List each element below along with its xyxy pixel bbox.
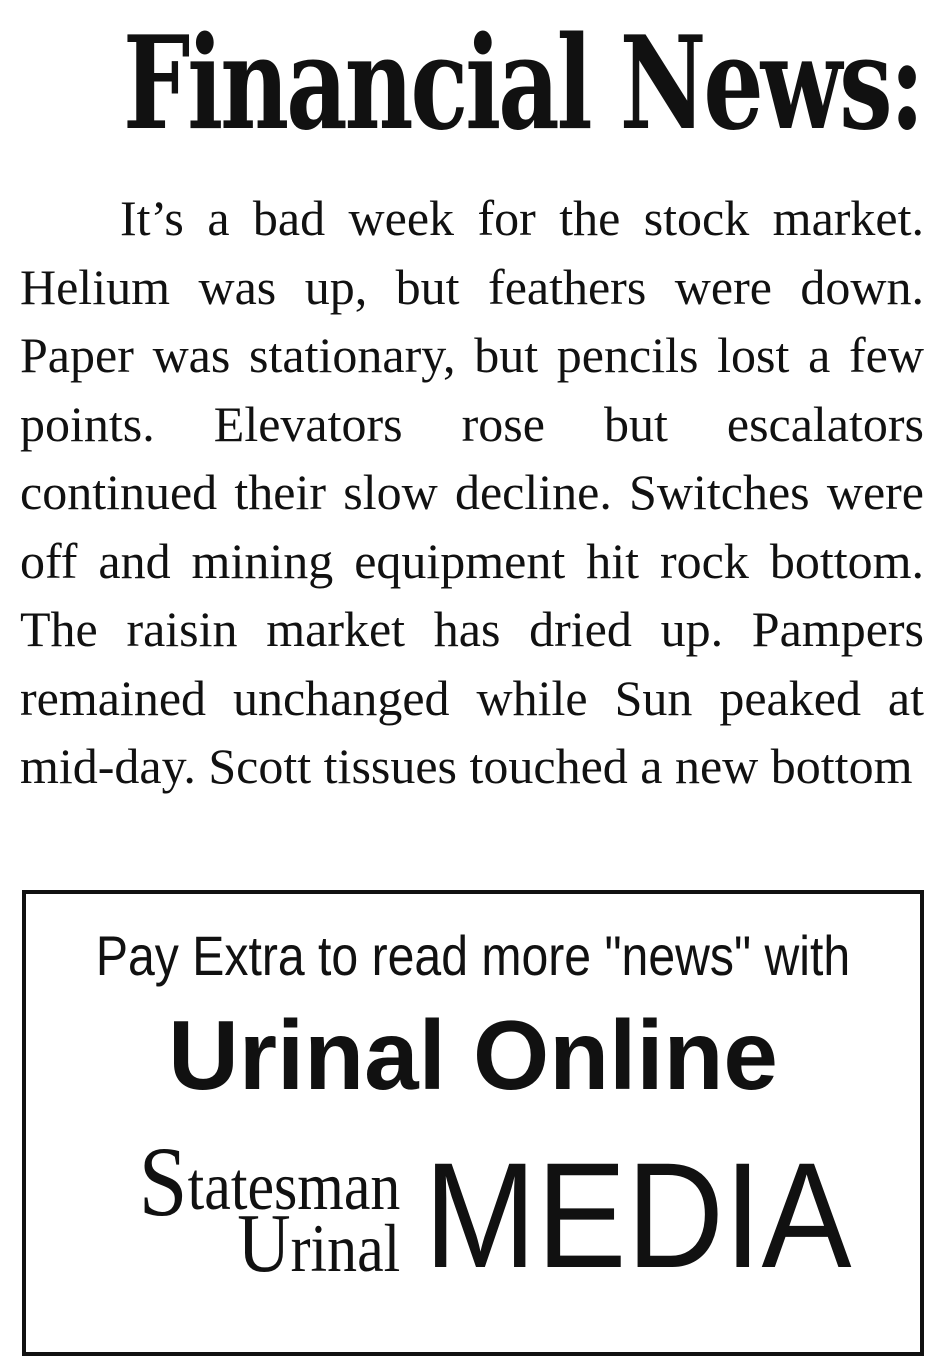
ad-brand-name: Urinal Online (168, 1000, 778, 1110)
media-wordmark: MEDIA (424, 1131, 852, 1299)
logo-cap-s: S (138, 1126, 188, 1237)
headline: Financial News: (122, 9, 922, 159)
logo-rest-statesman: tatesman (187, 1148, 400, 1224)
advertisement-box[interactable] (22, 890, 924, 1356)
ad-tagline: Pay Extra to read more "news" with (95, 924, 851, 987)
logo-rest-urinal: rinal (290, 1210, 400, 1286)
logo-line-urinal (236, 1197, 400, 1290)
article-paragraph: It’s a bad week for the stock market. Helium was up, but feathers were down. Paper was stationary, but pencils lost a few points. Elevators rose but escalators continued their slow decline. Switches were off and mining equipment hit rock bottom. The raisin market has dried up. Pampers remained unchanged while Sun peaked at mid-day. Scott tissues touched a new bottom (20, 190, 924, 794)
statesman-urinal-logo (70, 1126, 400, 1292)
logo-cap-u: U (236, 1197, 291, 1290)
article-body (20, 184, 924, 801)
